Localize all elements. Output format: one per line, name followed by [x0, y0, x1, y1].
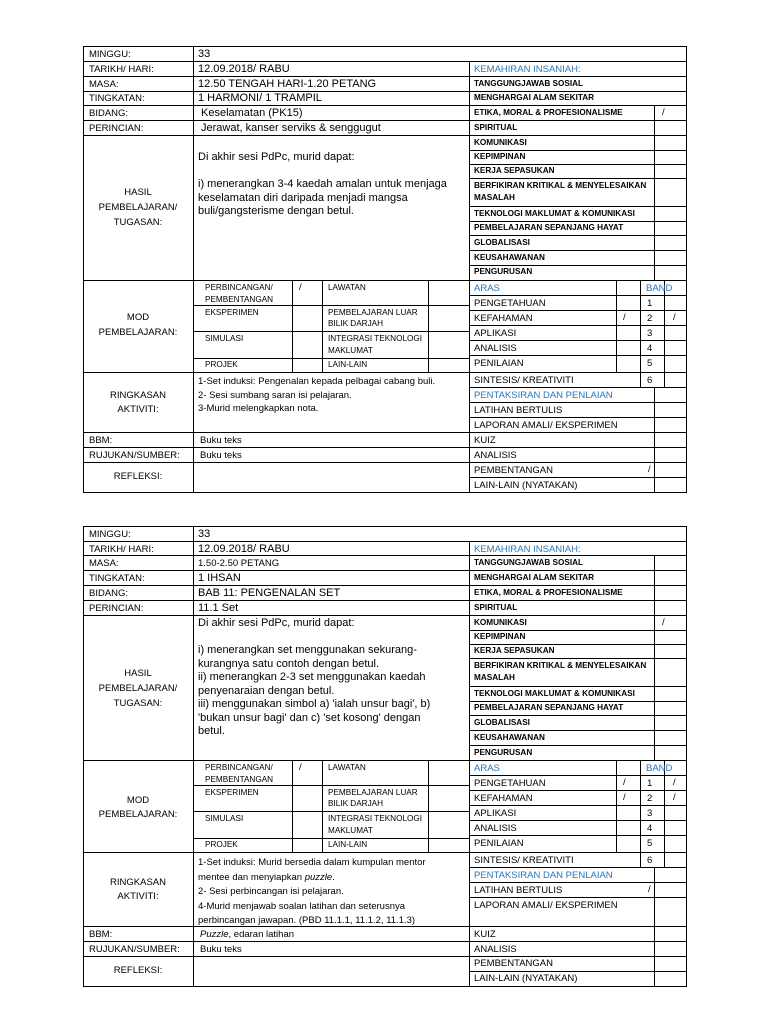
- label-masa: MASA:: [89, 79, 119, 90]
- value-masa: 12.50 TENGAH HARI-1.20 PETANG: [198, 78, 377, 90]
- label-masa: MASA:: [89, 558, 119, 569]
- label-hasil: HASIL: [124, 668, 152, 679]
- label-rujukan: RUJUKAN/SUMBER:: [89, 450, 180, 461]
- mod-projek: PROJEK: [205, 840, 238, 849]
- value-masa: 1.50-2.50 PETANG: [198, 558, 280, 569]
- value-perincian: Jerawat, kanser serviks & senggugut: [201, 122, 381, 134]
- value-bbm: Puzzle, edaran latihan: [200, 929, 295, 940]
- value-tarikh: 12.09.2018/ RABU: [198, 63, 290, 75]
- label-bidang: BIDANG:: [89, 108, 129, 119]
- value-bidang: BAB 11: PENGENALAN SET: [198, 587, 341, 599]
- value-tarikh: 12.09.2018/ RABU: [198, 543, 290, 555]
- label-bidang: BIDANG:: [89, 588, 129, 599]
- pentaksiran-title: PENTAKSIRAN DAN PENLAIAN: [474, 390, 613, 401]
- label-hasil: HASIL: [124, 187, 152, 198]
- mod-simulasi: SIMULASI: [205, 814, 244, 823]
- value-bbm: Buku teks: [200, 435, 242, 446]
- mod-projek: PROJEK: [205, 360, 238, 369]
- value-perincian: 11.1 Set: [198, 602, 239, 614]
- mod-eksperimen: EKSPERIMEN: [205, 788, 259, 797]
- value-tingkatan: 1 HARMONI/ 1 TRAMPIL: [198, 92, 322, 104]
- label-tarikh: TARIKH/ HARI:: [89, 544, 154, 555]
- aktiviti-text: 1-Set induksi: Pengenalan kepada pelbagai cabang buli. 2- Sesi sumbang saran isi pelajaran. 3-Murid melengkapkan nota.: [198, 376, 436, 414]
- band-title: BAND: [646, 763, 673, 774]
- hasil-text: Di akhir sesi PdPc, murid dapat: i) menerangkan set menggunakan sekurang- kurangnya satu contoh dengan betul. ii) menerangkan 2-3 set menggunakan kaedah penyenaraian dengan betul. iii) menggunakan simbol a) 'ialah unsur bagi', b) 'bukan unsur bagi' dan c) 'set kosong' dengan betul.: [198, 617, 431, 737]
- label-refleksi: REFLEKSI:: [113, 965, 163, 976]
- label-ringkasan: RINGKASAN: [110, 877, 166, 888]
- label-mod: MOD: [126, 795, 150, 806]
- value-bidang: Keselamatan (PK15): [201, 107, 303, 119]
- pentaksiran-title: PENTAKSIRAN DAN PENLAIAN: [474, 870, 613, 881]
- label-perincian: PERINCIAN:: [89, 123, 144, 134]
- label-bbm: BBM:: [89, 435, 113, 446]
- value-tingkatan: 1 IHSAN: [198, 572, 241, 584]
- mod-integrasi: INTEGRASI TEKNOLOGI: [328, 334, 423, 343]
- kemahiran-title: KEMAHIRAN INSANIAH:: [474, 544, 581, 555]
- label-bbm: BBM:: [89, 929, 113, 940]
- aras-title: ARAS: [474, 283, 500, 294]
- mod-pembelajaran-luar: PEMBELAJARAN LUAR: [328, 788, 418, 797]
- label-refleksi: REFLEKSI:: [113, 471, 163, 482]
- mod-eksperimen: EKSPERIMEN: [205, 308, 259, 317]
- value-minggu: 33: [198, 528, 211, 540]
- label-ringkasan: RINGKASAN: [110, 390, 166, 401]
- value-rujukan: Buku teks: [200, 944, 242, 955]
- label-minggu: MINGGU:: [89, 529, 131, 540]
- band-title: BAND: [646, 283, 673, 294]
- mod-lain-lain: LAIN-LAIN: [328, 360, 368, 369]
- mod-perbincangan: PERBINCANGAN/: [205, 763, 273, 772]
- label-mod: MOD: [126, 312, 150, 323]
- value-rujukan: Buku teks: [200, 450, 242, 461]
- mod-lawatan: LAWATAN: [328, 283, 366, 292]
- mod-simulasi: SIMULASI: [205, 334, 244, 343]
- mod-tick: /: [299, 282, 302, 293]
- mod-lawatan: LAWATAN: [328, 763, 366, 772]
- value-minggu: 33: [198, 48, 211, 60]
- aktiviti-text: 1-Set induksi: Murid bersedia dalam kumpulan mentor mentee dan menyiapkan puzzle. 2- Sesi perbincangan isi pelajaran. 4-Murid menjawab soalan latihan dan seterusnya perbincangan jawapan. (PBD 11.1.1, 11.1.2, 11.1.3): [198, 857, 426, 926]
- mod-perbincangan: PERBINCANGAN/: [205, 283, 273, 292]
- hasil-text: Di akhir sesi PdPc, murid dapat: i) menerangkan 3-4 kaedah amalan untuk menjaga keselamatan diri daripada menjadi mangsa buli/gangsterisme dengan betul.: [198, 151, 447, 217]
- label-perincian: PERINCIAN:: [89, 603, 144, 614]
- label-tingkatan: TINGKATAN:: [89, 573, 145, 584]
- label-minggu: MINGGU:: [89, 49, 131, 60]
- mod-lain-lain: LAIN-LAIN: [328, 840, 368, 849]
- label-tingkatan: TINGKATAN:: [89, 93, 145, 104]
- mod-tick: /: [299, 762, 302, 773]
- mod-pembelajaran-luar: PEMBELAJARAN LUAR: [328, 308, 418, 317]
- label-tarikh: TARIKH/ HARI:: [89, 64, 154, 75]
- label-rujukan: RUJUKAN/SUMBER:: [89, 944, 180, 955]
- kemahiran-title: KEMAHIRAN INSANIAH:: [474, 64, 581, 75]
- mod-integrasi: INTEGRASI TEKNOLOGI: [328, 814, 423, 823]
- aras-title: ARAS: [474, 763, 500, 774]
